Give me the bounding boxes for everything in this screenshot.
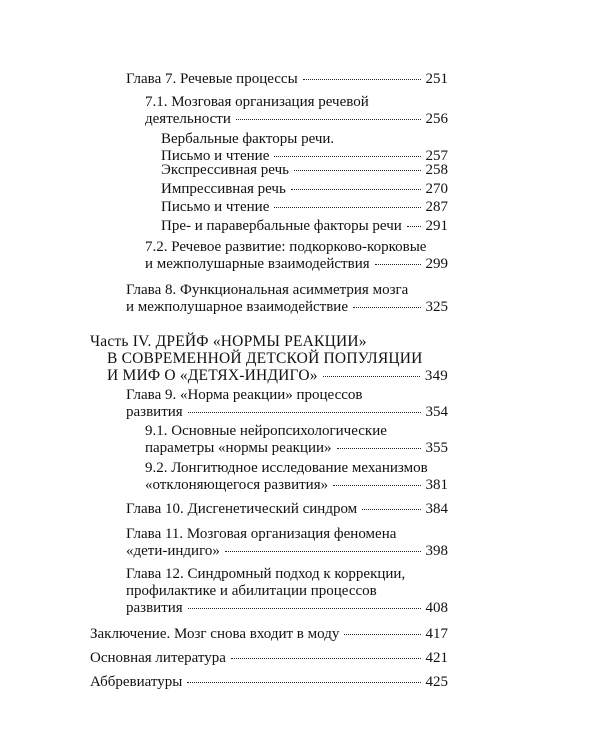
entry-title: Аббревиатуры bbox=[90, 674, 183, 690]
dot-leader bbox=[323, 376, 420, 377]
dot-leader bbox=[231, 658, 421, 659]
dot-leader bbox=[353, 307, 421, 308]
entry-title-line-1: Вербальные факторы речи. bbox=[161, 131, 335, 147]
page-number: 354 bbox=[425, 404, 448, 420]
toc-entry-preparaverbal-factors bbox=[161, 218, 448, 235]
entry-title: Заключение. Мозг снова входит в моду bbox=[90, 626, 340, 642]
page-number: 421 bbox=[425, 650, 448, 666]
entry-title-line-1: 7.1. Мозговая организация речевой bbox=[145, 94, 369, 110]
dot-leader bbox=[274, 207, 420, 208]
page-number: 287 bbox=[425, 199, 448, 215]
entry-title-line-3: И МИФ О «ДЕТЯХ-ИНДИГО» bbox=[107, 367, 318, 384]
page-number: 349 bbox=[424, 368, 448, 384]
entry-title-line-2: и межполушарное взаимодействие bbox=[126, 299, 348, 315]
page-number: 408 bbox=[425, 600, 448, 616]
dot-leader bbox=[294, 170, 421, 171]
page-number: 325 bbox=[425, 299, 448, 315]
dot-leader bbox=[225, 551, 421, 552]
dot-leader bbox=[344, 634, 420, 635]
toc-entry-chapter-12 bbox=[126, 566, 448, 617]
entry-title-line-1: 9.2. Лонгитюдное исследование механизмов bbox=[145, 460, 428, 476]
page-number: 398 bbox=[425, 543, 448, 559]
entry-title: Основная литература bbox=[90, 650, 226, 666]
entry-title-line-2: «дети-индиго» bbox=[126, 543, 220, 559]
dot-leader bbox=[291, 189, 421, 190]
toc-entry-conclusion bbox=[90, 626, 448, 643]
toc-entry-abbreviations bbox=[90, 674, 448, 691]
entry-title: Экспрессивная речь bbox=[161, 162, 289, 178]
dot-leader bbox=[188, 608, 421, 609]
entry-title-line-2: и межполушарные взаимодействия bbox=[145, 256, 370, 272]
page-number: 256 bbox=[425, 111, 448, 127]
entry-title: Пре- и паравербальные факторы речи bbox=[161, 218, 402, 234]
entry-title: Импрессивная речь bbox=[161, 181, 286, 197]
toc-entry-chapter-11 bbox=[126, 526, 448, 560]
dot-leader bbox=[236, 119, 421, 120]
entry-title-line-2: «отклоняющегося развития» bbox=[145, 477, 329, 493]
dot-leader bbox=[375, 264, 421, 265]
toc-entry-chapter-9 bbox=[126, 387, 448, 421]
toc-entry-chapter-8 bbox=[126, 282, 448, 316]
entry-title: Глава 7. Речевые процессы bbox=[126, 71, 298, 87]
entry-title-line-2: В СОВРЕМЕННОЙ ДЕТСКОЙ ПОПУЛЯЦИИ bbox=[107, 350, 423, 367]
toc-entry-literature bbox=[90, 650, 448, 667]
toc-entry-impressive-speech bbox=[161, 181, 448, 198]
dot-leader bbox=[187, 682, 420, 683]
dot-leader bbox=[274, 156, 420, 157]
entry-title-line-1: Часть IV. ДРЕЙФ «НОРМЫ РЕАКЦИИ» bbox=[90, 333, 367, 350]
entry-title-line-2: Письмо и чтение bbox=[161, 148, 270, 164]
toc-entry-section-7-1 bbox=[145, 94, 448, 128]
toc-entry-section-7-2 bbox=[145, 239, 448, 273]
page-number: 425 bbox=[425, 674, 448, 690]
entry-title-line-2: развития bbox=[126, 404, 183, 420]
entry-title-line-3: развития bbox=[126, 600, 183, 616]
dot-leader bbox=[337, 448, 421, 449]
page-number: 251 bbox=[425, 71, 448, 87]
page-number: 299 bbox=[425, 256, 448, 272]
toc-entry-chapter-10 bbox=[126, 501, 448, 518]
toc-entry-chapter-7 bbox=[126, 71, 448, 88]
toc-entry-verbal-factors bbox=[161, 131, 448, 165]
dot-leader bbox=[407, 226, 421, 227]
entry-title-line-1: Глава 9. «Норма реакции» процессов bbox=[126, 387, 363, 403]
toc-entry-part-4 bbox=[90, 333, 448, 384]
entry-title-line-1: Глава 11. Мозговая организация феномена bbox=[126, 526, 397, 542]
entry-title: Глава 10. Дисгенетический синдром bbox=[126, 501, 358, 517]
dot-leader bbox=[362, 509, 420, 510]
page-number: 381 bbox=[425, 477, 448, 493]
dot-leader bbox=[188, 412, 421, 413]
dot-leader bbox=[333, 485, 420, 486]
page-number: 384 bbox=[425, 501, 448, 517]
page-number: 258 bbox=[425, 162, 448, 178]
dot-leader bbox=[303, 79, 421, 80]
entry-title-line-1: 7.2. Речевое развитие: подкорково-корковые bbox=[145, 239, 427, 255]
entry-title: Письмо и чтение bbox=[161, 199, 270, 215]
toc-entry-section-9-2 bbox=[145, 460, 448, 494]
page-number: 417 bbox=[425, 626, 448, 642]
page-number: 257 bbox=[425, 148, 448, 164]
entry-title-line-2: деятельности bbox=[145, 111, 231, 127]
page-number: 270 bbox=[425, 181, 448, 197]
entry-title-line-2: параметры «нормы реакции» bbox=[145, 440, 332, 456]
toc-entry-writing-reading bbox=[161, 199, 448, 216]
entry-title-line-2: профилактике и абилитации процессов bbox=[126, 583, 377, 599]
entry-title-line-1: Глава 8. Функциональная асимметрия мозга bbox=[126, 282, 409, 298]
toc-entry-expressive-speech bbox=[161, 162, 448, 179]
page-number: 291 bbox=[425, 218, 448, 234]
page-number: 355 bbox=[425, 440, 448, 456]
entry-title-line-1: 9.1. Основные нейропсихологические bbox=[145, 423, 387, 439]
toc-entry-section-9-1 bbox=[145, 423, 448, 457]
entry-title-line-1: Глава 12. Синдромный подход к коррекции, bbox=[126, 566, 406, 582]
